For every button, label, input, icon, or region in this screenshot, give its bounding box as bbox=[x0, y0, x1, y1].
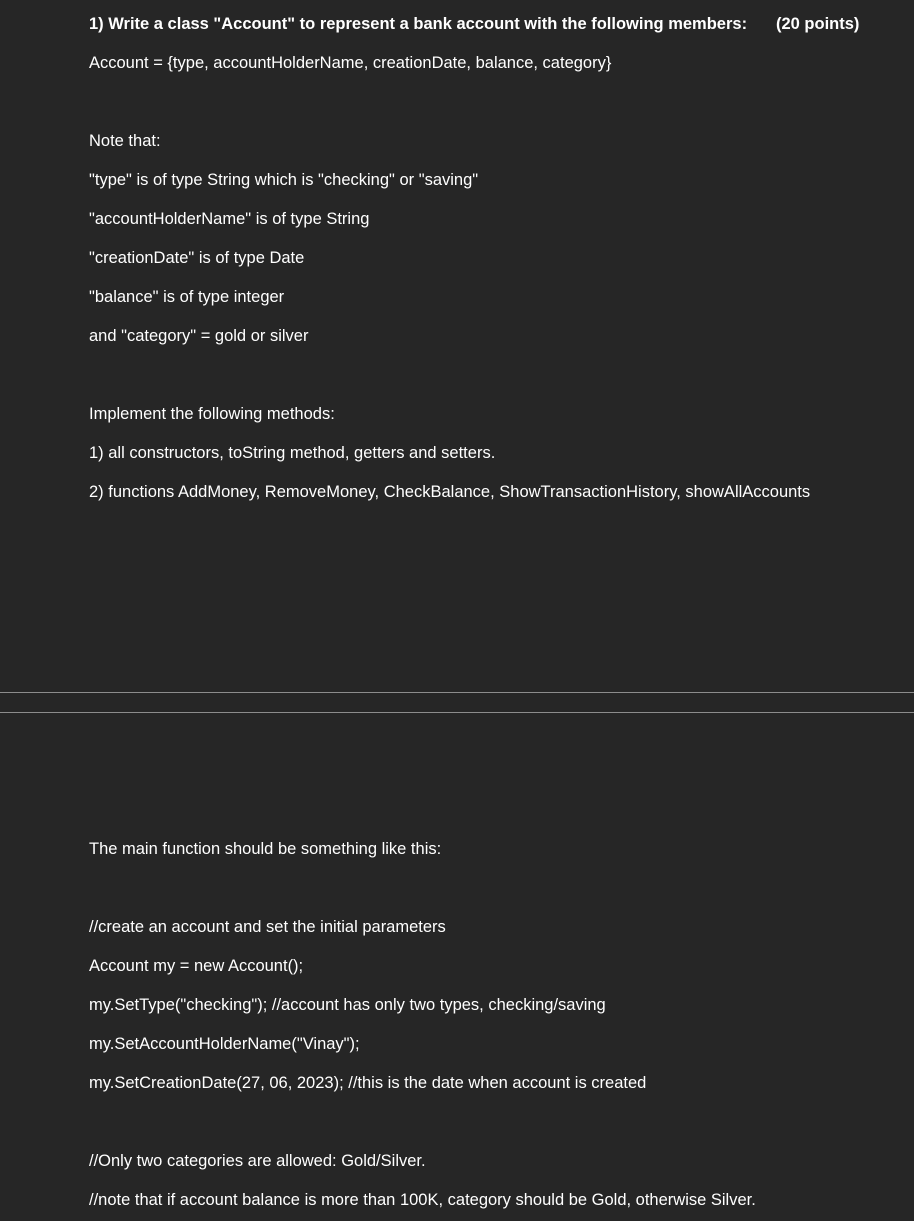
note-item: "type" is of type String which is "checking" or "saving" bbox=[89, 171, 479, 189]
note-item: "creationDate" is of type Date bbox=[89, 249, 305, 267]
code-line: my.SetType("checking"); //account has only two types, checking/saving bbox=[89, 996, 606, 1014]
method-item: 1) all constructors, toString method, getters and setters. bbox=[89, 444, 496, 462]
method-item: 2) functions AddMoney, RemoveMoney, CheckBalance, ShowTransactionHistory, showAllAccounts bbox=[89, 483, 811, 501]
category-comment: //note that if account balance is more than 100K, category should be Gold, otherwise Silver. bbox=[89, 1191, 756, 1209]
question-points: (20 points) bbox=[776, 15, 860, 33]
main-function-intro: The main function should be something like this: bbox=[89, 840, 442, 858]
code-line: Account my = new Account(); bbox=[89, 957, 304, 975]
code-line: my.SetAccountHolderName("Vinay"); bbox=[89, 1035, 360, 1053]
code-line: my.SetCreationDate(27, 06, 2023); //this is the date when account is created bbox=[89, 1074, 647, 1092]
note-item: and "category" = gold or silver bbox=[89, 327, 309, 345]
page-break-line bbox=[0, 692, 914, 693]
code-line: //create an account and set the initial parameters bbox=[89, 918, 446, 936]
note-heading: Note that: bbox=[89, 132, 161, 150]
note-item: "accountHolderName" is of type String bbox=[89, 210, 370, 228]
question-heading: 1) Write a class "Account" to represent a bank account with the following members: bbox=[89, 15, 748, 33]
note-item: "balance" is of type integer bbox=[89, 288, 285, 306]
account-members-line: Account = {type, accountHolderName, creationDate, balance, category} bbox=[89, 54, 612, 72]
page-gap bbox=[0, 693, 914, 712]
implement-heading: Implement the following methods: bbox=[89, 405, 335, 423]
category-comment: //Only two categories are allowed: Gold/Silver. bbox=[89, 1152, 426, 1170]
